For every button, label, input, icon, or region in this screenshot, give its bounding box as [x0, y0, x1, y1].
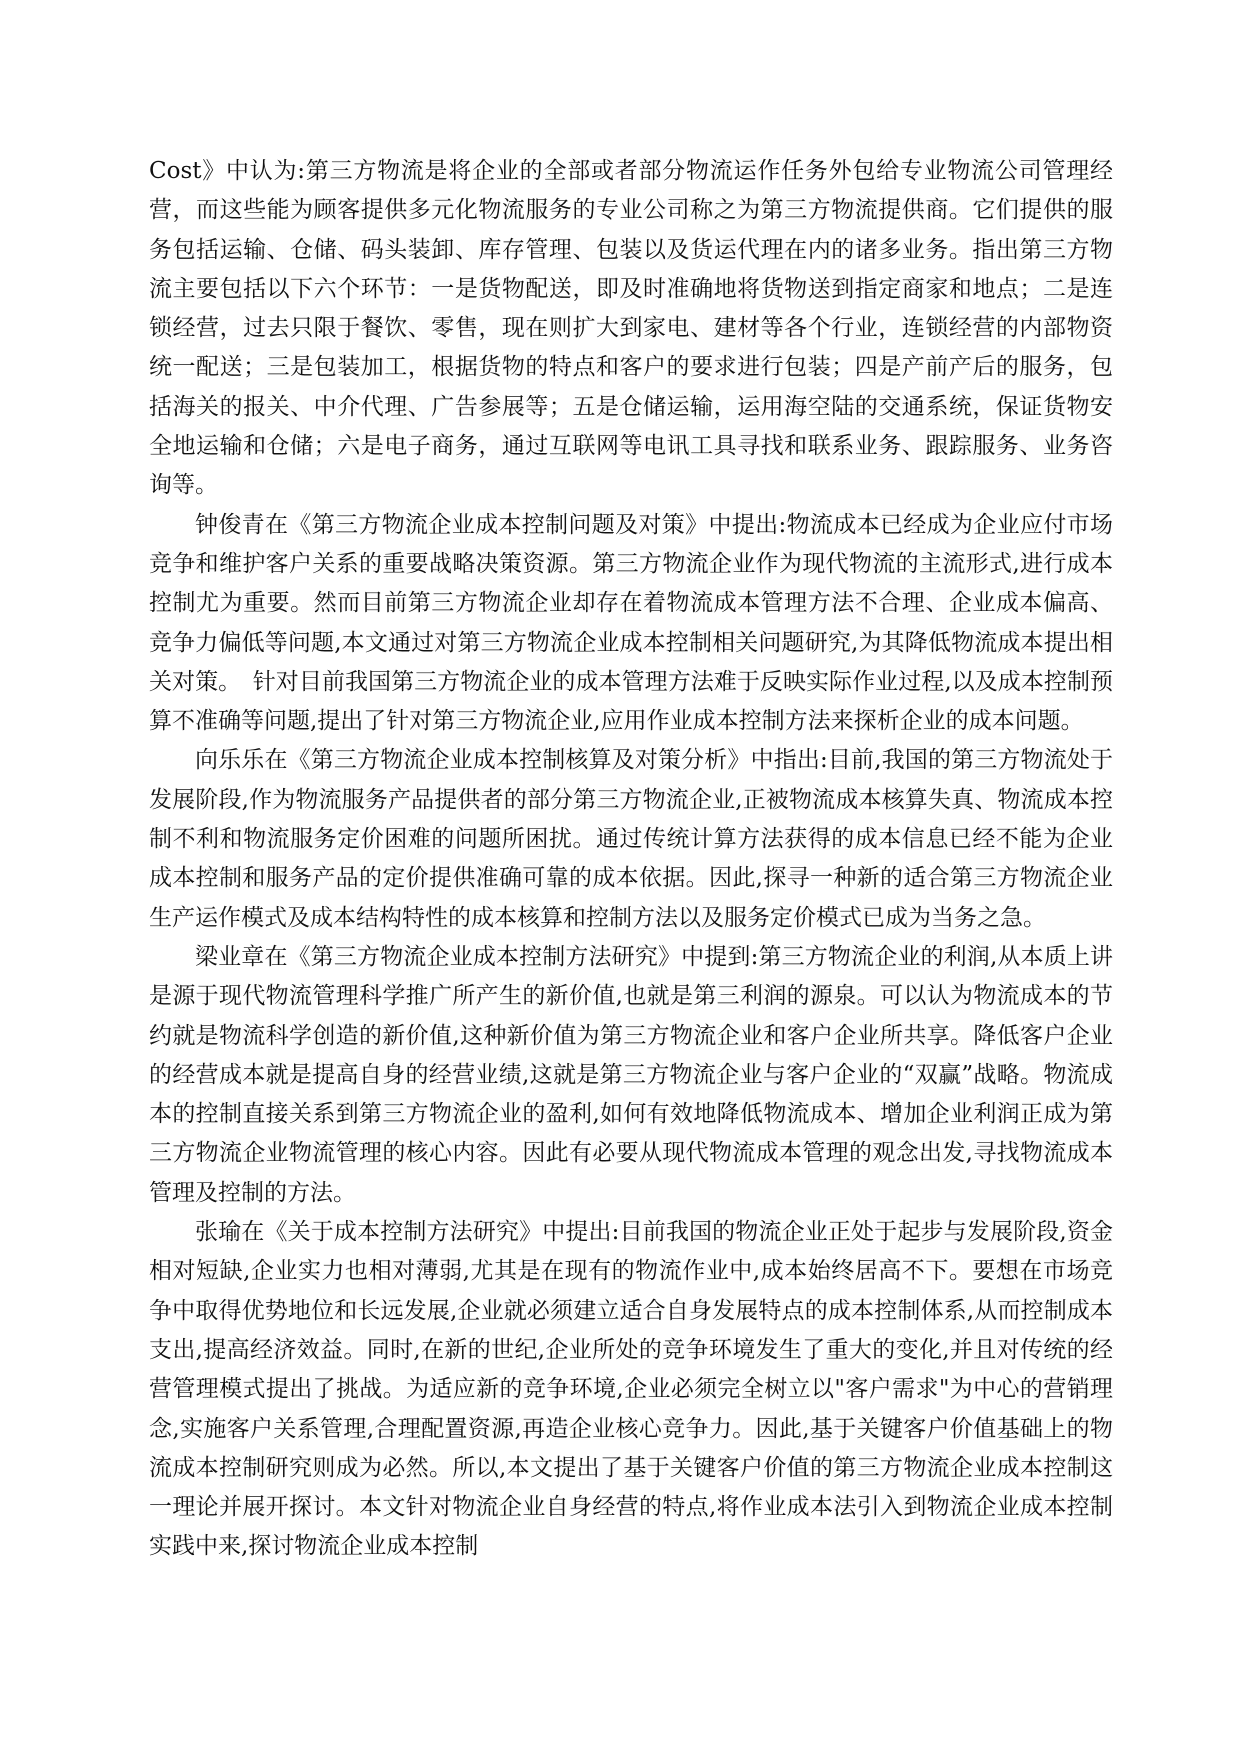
paragraph-third-party-logistics-definition: Cost》中认为:第三方物流是将企业的全部或者部分物流运作任务外包给专业物流公司管理经营，而这些能为顾客提供多元化物流服务的专业公司称之为第三方物流提供商。它们提供的服务包括运输、仓储、码头装卸、库存管理、包装以及货运代理在内的诸多业务。指出第三方物流主要包括以下六个环节：一是货物配送，即及时准确地将货物送到指定商家和地点；二是连锁经营，过去只限于餐饮、零售，现在则扩大到家电、建材等各个行业，连锁经营的内部物资统一配送；三是包装加工，根据货物的特点和客户的要求进行包装；四是产前产后的服务，包括海关的报关、中介代理、广告参展等；五是仓储运输，运用海空陆的交通系统，保证货物安全地运输和仓储；六是电子商务，通过互联网等电讯工具寻找和联系业务、跟踪服务、业务咨询等。 [149, 158, 1113, 499]
paragraph-zhong-junqing: 钟俊青在《第三方物流企业成本控制问题及对策》中提出:物流成本已经成为企业应付市场竞争和维护客户关系的重要战略决策资源。第三方物流企业作为现代物流的主流形式,进行成本控制尤为重要。然而目前第三方物流企业却存在着物流成本管理方法不合理、企业成本偏高、竞争力偏低等问题,本文通过对第三方物流企业成本控制相关问题研究,为其降低物流成本提出相关对策。 针对目前我国第三方物流企业的成本管理方法难于反映实际作业过程,以及成本控制预算不准确等问题,提出了针对第三方物流企业,应用作业成本控制方法来探析企业的成本问题。 [149, 511, 1113, 735]
paragraph-liang-yezhang: 梁业章在《第三方物流企业成本控制方法研究》中提到:第三方物流企业的利润,从本质上讲是源于现代物流管理科学推广所产生的新价值,也就是第三利润的源泉。可以认为物流成本的节约就是物流科学创造的新价值,这种新价值为第三方物流企业和客户企业所共享。降低客户企业的经营成本就是提高自身的经营业绩,这就是第三方物流企业与客户企业的“双赢”战略。物流成本的控制直接关系到第三方物流企业的盈利,如何有效地降低物流成本、增加企业利润正成为第三方物流企业物流管理的核心内容。因此有必要从现代物流成本管理的观念出发,寻找物流成本管理及控制的方法。 [149, 943, 1113, 1206]
document-body [149, 152, 1113, 1567]
paragraph-zhang-yu: 张瑜在《关于成本控制方法研究》中提出:目前我国的物流企业正处于起步与发展阶段,资金相对短缺,企业实力也相对薄弱,尤其是在现有的物流作业中,成本始终居高不下。要想在市场竞争中取得优势地位和长远发展,企业就必须建立适合自身发展特点的成本控制体系,从而控制成本支出,提高经济效益。同时,在新的世纪,企业所处的竞争环境发生了重大的变化,并且对传统的经营管理模式提出了挑战。为适应新的竞争环境,企业必须完全树立以"客户需求"为中心的营销理念,实施客户关系管理,合理配置资源,再造企业核心竞争力。因此,基于关键客户价值基础上的物流成本控制研究则成为必然。所以,本文提出了基于关键客户价值的第三方物流企业成本控制这一理论并展开探讨。本文针对物流企业自身经营的特点,将作业成本法引入到物流企业成本控制实践中来,探讨物流企业成本控制 [149, 1219, 1113, 1560]
paragraph-xiang-lele: 向乐乐在《第三方物流企业成本控制核算及对策分析》中指出:目前,我国的第三方物流处于发展阶段,作为物流服务产品提供者的部分第三方物流企业,正被物流成本核算失真、物流成本控制不利和物流服务定价困难的问题所困扰。通过传统计算方法获得的成本信息已经不能为企业成本控制和服务产品的定价提供准确可靠的成本依据。因此,探寻一种新的适合第三方物流企业生产运作模式及成本结构特性的成本核算和控制方法以及服务定价模式已成为当务之急。 [149, 747, 1113, 931]
